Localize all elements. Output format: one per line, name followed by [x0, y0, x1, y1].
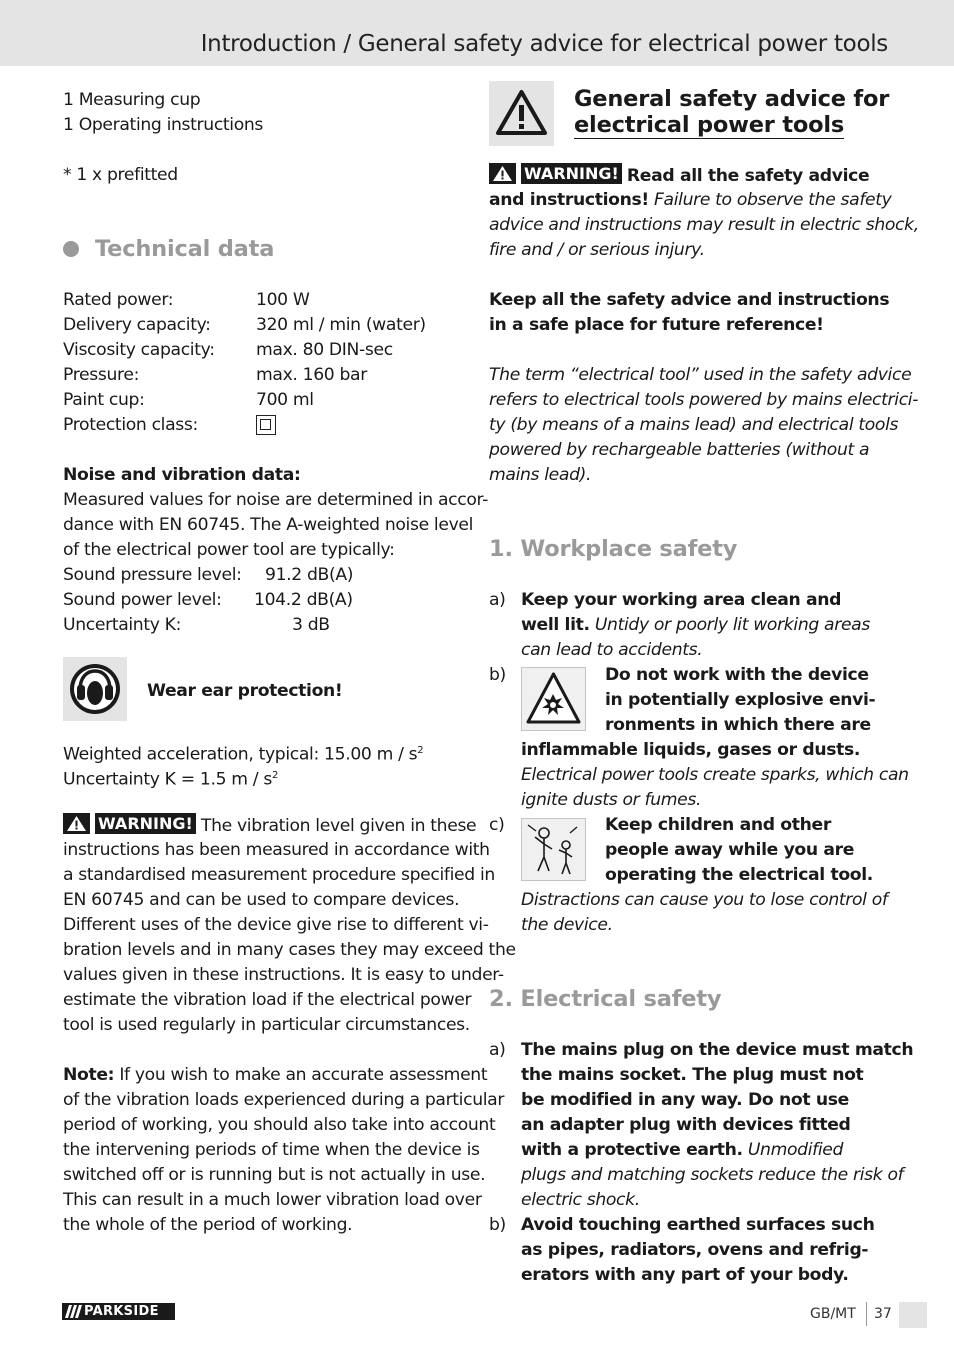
note-text: the whole of the period of working.: [63, 1215, 353, 1235]
vibration-text: Different uses of the device give rise to different vi-: [63, 915, 489, 935]
warning-triangle-icon: [489, 163, 516, 184]
note-text: period of working, you should also take into account: [63, 1115, 496, 1135]
item-text: people away while you are: [605, 840, 855, 860]
term-text: refers to electrical tools powered by mains electrici-: [489, 390, 919, 410]
item-text: plugs and matching sockets reduce the risk of: [521, 1165, 904, 1185]
noise-value: 91.2 dB(A): [265, 565, 354, 585]
warning-text: and instructions! Failure to observe the safety: [489, 190, 892, 210]
ear-protection-text: Wear ear protection!: [147, 681, 343, 701]
spec-value: max. 160 bar: [256, 365, 367, 385]
term-text: mains lead).: [489, 465, 592, 485]
noise-label: Sound power level:: [63, 590, 222, 610]
item-text: well lit. Untidy or poorly lit working areas: [521, 615, 870, 635]
item-text: Keep your working area clean and: [521, 590, 842, 610]
item-text: the mains socket. The plug must not: [521, 1065, 864, 1085]
item-label: a): [489, 1040, 506, 1060]
vibration-text: values given in these instructions. It is easy to under-: [63, 965, 504, 985]
page-number: 37: [874, 1306, 892, 1322]
note-text: of the vibration loads experienced during a particular: [63, 1090, 505, 1110]
term-text: ty (by means of a mains lead) and electrical tools: [489, 415, 899, 435]
item-text: Do not work with the device: [605, 665, 869, 685]
item-text: as pipes, radiators, ovens and refrig-: [521, 1240, 869, 1260]
item-text: the device.: [521, 915, 613, 935]
item-label: b): [489, 1215, 506, 1235]
safety-title: General safety advice for: [574, 86, 890, 112]
noise-value: 3 dB: [292, 615, 330, 635]
protection-class-ii-icon: [256, 415, 276, 435]
item-text: The mains plug on the device must match: [521, 1040, 914, 1060]
workplace-safety-heading: 1. Workplace safety: [489, 536, 738, 562]
uncertainty-text: Uncertainty K = 1.5 m / $s^2$: [63, 769, 278, 790]
noise-value: 104.2 dB(A): [254, 590, 353, 610]
warning-line: WARNING! Read all the safety advice: [489, 163, 869, 189]
vibration-text: instructions has been measured in accordance with: [63, 840, 490, 860]
item-text: with a protective earth. Unmodified: [521, 1140, 844, 1160]
warning-triangle-icon: [63, 813, 90, 834]
ear-protection-icon: [63, 657, 127, 721]
item-text: Distractions can cause you to lose control of: [521, 890, 888, 910]
item-text: ronments in which there are: [605, 715, 871, 735]
item-text: erators with any part of your body.: [521, 1265, 849, 1285]
item-text: electric shock.: [521, 1190, 640, 1210]
warning-badge: WARNING!: [63, 813, 196, 834]
page-title: Introduction / General safety advice for electrical power tools: [200, 31, 888, 57]
noise-text: Measured values for noise are determined in accor-: [63, 490, 488, 510]
vibration-text: estimate the vibration load if the electrical power: [63, 990, 472, 1010]
note-text: the intervening periods of time when the device is: [63, 1140, 480, 1160]
spec-value: 320 ml / min (water): [256, 315, 426, 335]
vibration-text: EN 60745 and can be used to compare devices.: [63, 890, 460, 910]
item-label: a): [489, 590, 506, 610]
noise-heading: Noise and vibration data:: [63, 465, 301, 485]
note-text: This can result in a much lower vibration load over: [63, 1190, 482, 1210]
spec-label: Paint cup:: [63, 390, 145, 410]
vibration-warning-line: WARNING! The vibration level given in these: [63, 813, 476, 839]
brand-logo: PARKSIDE: [62, 1303, 175, 1320]
vibration-text: tool is used regularly in particular circumstances.: [63, 1015, 470, 1035]
keep-text: Keep all the safety advice and instructions: [489, 290, 890, 310]
item-text: inflammable liquids, gases or dusts.: [521, 740, 861, 760]
footer-divider: [866, 1302, 867, 1326]
safety-title: electrical power tools: [574, 112, 845, 138]
note-line: Note: If you wish to make an accurate assessment: [63, 1065, 488, 1085]
warning-text: advice and instructions may result in electric shock,: [489, 215, 919, 235]
keep-text: in a safe place for future reference!: [489, 315, 824, 335]
item-text: can lead to accidents.: [521, 640, 703, 660]
footer-tab: [899, 1302, 927, 1328]
spec-label: Viscosity capacity:: [63, 340, 215, 360]
electrical-safety-heading: 2. Electrical safety: [489, 986, 722, 1012]
item-text: Avoid touching earthed surfaces such: [521, 1215, 875, 1235]
warning-badge: WARNING!: [489, 163, 622, 184]
technical-data-heading: Technical data: [95, 236, 275, 262]
noise-text: dance with EN 60745. The A-weighted noise level: [63, 515, 474, 535]
note-text: switched off or is running but is not actually in use.: [63, 1165, 486, 1185]
spec-label: Rated power:: [63, 290, 174, 310]
keep-children-away-icon: [521, 818, 586, 881]
page-header: [0, 0, 954, 66]
item-text: operating the electrical tool.: [605, 865, 873, 885]
scope-item: 1 Measuring cup: [63, 90, 201, 110]
vibration-text: bration levels and in many cases they may exceed the: [63, 940, 516, 960]
section-bullet: [63, 241, 79, 257]
item-text: in potentially explosive envi-: [605, 690, 876, 710]
item-label: c): [489, 815, 505, 835]
spec-value: max. 80 DIN-sec: [256, 340, 393, 360]
language-code: GB/MT: [810, 1306, 856, 1322]
item-text: Keep children and other: [605, 815, 831, 835]
item-text: an adapter plug with devices fitted: [521, 1115, 851, 1135]
spec-value: 700 ml: [256, 390, 314, 410]
item-label: b): [489, 665, 506, 685]
spec-label: Pressure:: [63, 365, 140, 385]
term-text: powered by rechargeable batteries (without a: [489, 440, 870, 460]
vibration-text: a standardised measurement procedure specified in: [63, 865, 495, 885]
item-text: ignite dusts or fumes.: [521, 790, 702, 810]
footnote: * 1 x prefitted: [63, 165, 178, 185]
spec-label: Delivery capacity:: [63, 315, 211, 335]
noise-label: Uncertainty K:: [63, 615, 182, 635]
term-text: The term “electrical tool” used in the safety advice: [489, 365, 912, 385]
item-text: be modified in any way. Do not use: [521, 1090, 849, 1110]
explosion-hazard-icon: [521, 667, 586, 731]
spec-value: 100 W: [256, 290, 310, 310]
noise-label: Sound pressure level:: [63, 565, 242, 585]
warning-text: fire and / or serious injury.: [489, 240, 705, 260]
spec-label: Protection class:: [63, 415, 198, 435]
acceleration-text: Weighted acceleration, typical: 15.00 m / $s^2$: [63, 744, 424, 765]
scope-item: 1 Operating instructions: [63, 115, 264, 135]
warning-triangle-icon: [489, 81, 554, 146]
noise-text: of the electrical power tool are typically:: [63, 540, 395, 560]
item-text: Electrical power tools create sparks, which can: [521, 765, 909, 785]
